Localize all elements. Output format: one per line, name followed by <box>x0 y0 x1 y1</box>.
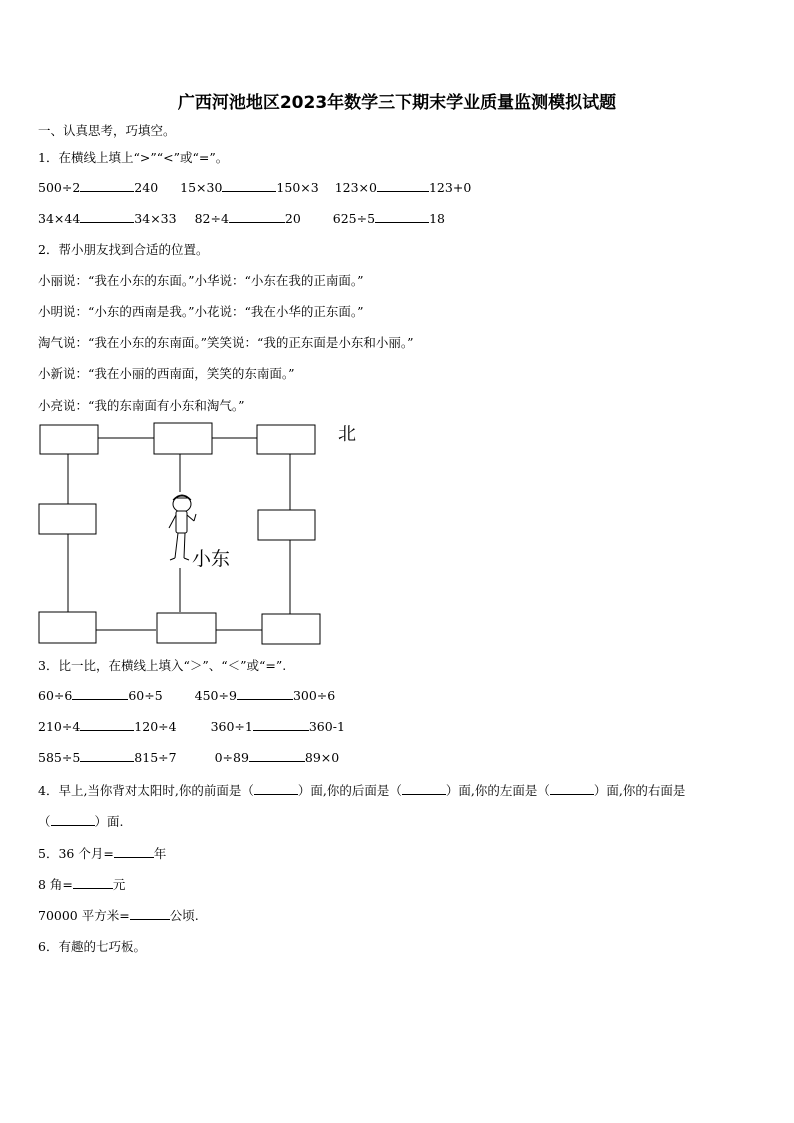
q3-expr: 60÷5 <box>128 688 163 703</box>
position-box[interactable] <box>258 510 315 540</box>
q5-text: 元 <box>112 877 126 892</box>
page-title: 广西河池地区2023年数学三下期末学业质量监测模拟试题 <box>177 93 617 113</box>
q1-expr: 123×0 <box>334 180 377 195</box>
q1-expr: 15×30 <box>180 180 223 195</box>
q3-expr: 89×0 <box>304 750 340 765</box>
q5-text: 公顷. <box>169 908 199 923</box>
q1-stem: 1．在横线上填上“>”“<”或“=”。 <box>38 150 229 165</box>
answer-blank[interactable] <box>80 749 134 762</box>
position-box[interactable] <box>157 613 216 643</box>
q3-expr: 360-1 <box>308 719 345 734</box>
q1-expr: 20 <box>284 211 301 226</box>
q4-text: ）面. <box>94 814 124 829</box>
q3-row-2 <box>38 718 345 734</box>
q5-text: 年 <box>153 846 167 861</box>
answer-blank[interactable] <box>72 687 128 700</box>
q4-text: ）面,你的右面是 <box>593 783 686 798</box>
q3-expr: 0÷89 <box>214 750 249 765</box>
position-box[interactable] <box>39 504 96 534</box>
q2-clue: 小亮说：“我的东南面有小东和淘气。” <box>38 398 245 413</box>
section-heading: 一、认真思考，巧填空。 <box>38 123 176 138</box>
q4-text: ）面,你的后面是（ <box>297 783 402 798</box>
position-box[interactable] <box>40 425 98 454</box>
answer-blank[interactable] <box>249 749 305 762</box>
q3-expr: 585÷5 <box>38 750 81 765</box>
position-diagram <box>36 418 336 650</box>
q5-text: 70000 平方米= <box>38 908 130 923</box>
answer-blank[interactable] <box>550 782 594 795</box>
answer-blank[interactable] <box>377 179 429 192</box>
answer-blank[interactable] <box>375 210 429 223</box>
q3-expr: 210÷4 <box>38 719 81 734</box>
q4-line-2 <box>38 812 124 830</box>
q6-stem: 6．有趣的七巧板。 <box>38 939 146 954</box>
q2-clue: 小明说：“小东的西南是我。”小花说：“我在小华的正东面。” <box>38 304 364 319</box>
answer-blank[interactable] <box>80 179 134 192</box>
q3-expr: 120÷4 <box>134 719 177 734</box>
answer-blank[interactable] <box>229 210 285 223</box>
position-box[interactable] <box>257 425 315 454</box>
q1-row-2 <box>38 210 445 226</box>
q2-clue: 小新说：“我在小丽的西南面，笑笑的东南面。” <box>38 366 295 381</box>
q3-row-1 <box>38 687 335 703</box>
answer-blank[interactable] <box>253 718 309 731</box>
position-box[interactable] <box>39 612 96 643</box>
q4-line-1 <box>38 781 685 799</box>
q5-line-2 <box>38 875 125 893</box>
answer-blank[interactable] <box>130 907 170 920</box>
q1-expr: 82÷4 <box>194 211 229 226</box>
answer-blank[interactable] <box>254 782 298 795</box>
q3-expr: 300÷6 <box>292 688 336 703</box>
q2-clue: 小丽说：“我在小东的东面。”小华说：“小东在我的正南面。” <box>38 273 364 288</box>
q1-expr: 625÷5 <box>332 211 376 226</box>
q3-expr: 60÷6 <box>38 688 73 703</box>
answer-blank[interactable] <box>222 179 276 192</box>
q2-stem: 2．帮小朋友找到合适的位置。 <box>38 242 209 257</box>
person-label: 小东 <box>192 548 231 570</box>
q5-text: 5．36 个月= <box>38 846 114 861</box>
q3-expr: 360÷1 <box>210 719 253 734</box>
q1-expr: 500÷2 <box>38 180 81 195</box>
q5-line-3 <box>38 906 199 924</box>
position-box[interactable] <box>262 614 320 644</box>
position-box[interactable] <box>154 423 212 454</box>
answer-blank[interactable] <box>51 813 95 826</box>
q4-text: （ <box>38 814 51 829</box>
north-label: 北 <box>338 424 356 445</box>
q3-stem: 3．比一比，在横线上填入“＞”、“＜”或“=”. <box>38 658 287 673</box>
q1-expr: 18 <box>429 211 445 226</box>
q1-expr: 150×3 <box>276 180 319 195</box>
q3-expr: 815÷7 <box>134 750 177 765</box>
q3-row-3 <box>38 749 339 765</box>
answer-blank[interactable] <box>80 210 134 223</box>
q1-row-1 <box>38 179 471 195</box>
q5-line-1 <box>38 844 166 862</box>
q4-text: ）面,你的左面是（ <box>445 783 550 798</box>
q1-expr: 34×44 <box>38 211 81 226</box>
q5-text: 8 角= <box>38 877 73 892</box>
q1-expr: 123+0 <box>428 180 472 195</box>
q3-expr: 450÷9 <box>194 688 237 703</box>
answer-blank[interactable] <box>73 876 113 889</box>
q4-text: 4．早上,当你背对太阳时,你的前面是（ <box>38 783 254 798</box>
q1-expr: 34×33 <box>134 211 177 226</box>
answer-blank[interactable] <box>237 687 293 700</box>
answer-blank[interactable] <box>402 782 446 795</box>
q2-clue: 淘气说：“我在小东的东南面。”笑笑说：“我的正东面是小东和小丽。” <box>38 335 414 350</box>
q1-expr: 240 <box>134 180 159 195</box>
answer-blank[interactable] <box>80 718 134 731</box>
answer-blank[interactable] <box>114 845 154 858</box>
